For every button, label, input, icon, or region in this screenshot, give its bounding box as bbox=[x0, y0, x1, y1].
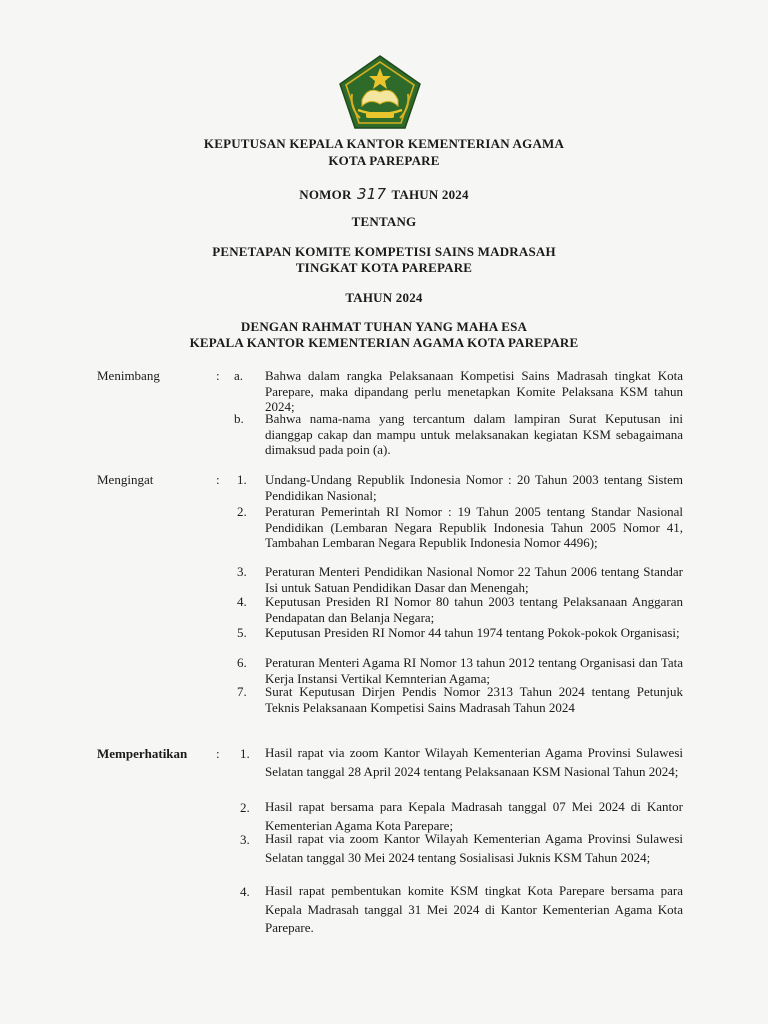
memperhatikan-label: Memperhatikan bbox=[97, 746, 188, 761]
list-item: Hasil rapat via zoom Kantor Wilayah Kementerian Agama Provinsi Sulawesi Selatan tanggal 28 April 2024 tentang Pelaksanaan KSM Nasional Tahun 2024; bbox=[265, 745, 683, 779]
year-heading: TAHUN 2024 bbox=[345, 290, 423, 305]
list-item: Peraturan Menteri Agama RI Nomor 13 tahun 2012 tentang Organisasi dan Tata Kerja Instansi Vertikal Kemnterian Agama; bbox=[265, 655, 683, 686]
nomor-handwritten-value: 317 bbox=[357, 185, 387, 203]
list-item: Hasil rapat pembentukan komite KSM tingkat Kota Parepare bersama para Kepala Madrasah tanggal 31 Mei 2024 di Kantor Kementerian Agama Kota Parepare. bbox=[265, 883, 683, 936]
list-marker: b. bbox=[234, 411, 244, 426]
list-marker: 6. bbox=[237, 655, 247, 670]
list-item: Undang-Undang Republik Indonesia Nomor : 20 Tahun 2003 tentang Sistem Pendidikan Nasional; bbox=[265, 472, 683, 503]
list-marker: 7. bbox=[237, 684, 247, 699]
kepala-heading: KEPALA KANTOR KEMENTERIAN AGAMA KOTA PAREPARE bbox=[189, 335, 579, 350]
list-item: Hasil rapat bersama para Kepala Madrasah tanggal 07 Mei 2024 di Kantor Kementerian Agama Kota Parepare; bbox=[265, 799, 683, 833]
mengingat-label: Mengingat bbox=[97, 472, 154, 487]
decree-number bbox=[0, 186, 768, 203]
list-marker: 2. bbox=[237, 504, 247, 519]
list-marker: 5. bbox=[237, 625, 247, 640]
list-marker: a. bbox=[234, 368, 244, 383]
list-marker: 4. bbox=[237, 594, 247, 609]
list-marker: 1. bbox=[237, 472, 247, 487]
list-item: Keputusan Presiden RI Nomor 80 tahun 2003 tentang Pelaksanaan Anggaran Pendapatan dan Belanja Negara; bbox=[265, 594, 683, 625]
list-item: Keputusan Presiden RI Nomor 44 tahun 1974 tentang Pokok-pokok Organisasi; bbox=[265, 625, 680, 640]
nomor-prefix: NOMOR bbox=[299, 187, 352, 202]
list-item: Peraturan Pemerintah RI Nomor : 19 Tahun 2005 tentang Standar Nasional Pendidikan (Lembaran Negara Republik Indonesia Tahun 2005 Nomor 41, Tambahan Lembaran Negara Republik Indonesia Nomor 4496); bbox=[265, 504, 683, 551]
menimbang-colon: : bbox=[216, 368, 220, 383]
mengingat-colon: : bbox=[216, 472, 220, 487]
subject-line1: PENETAPAN KOMITE KOMPETISI SAINS MADRASAH bbox=[212, 244, 556, 259]
nomor-suffix: TAHUN 2024 bbox=[391, 187, 469, 202]
list-item: Hasil rapat via zoom Kantor Wilayah Kementerian Agama Provinsi Sulawesi Selatan tanggal 30 Mei 2024 tentang Sosialisasi Juknis KSM Tahun 2024; bbox=[265, 831, 683, 865]
decree-title-line2: KOTA PAREPARE bbox=[328, 153, 440, 168]
decree-title-line1: KEPUTUSAN KEPALA KANTOR KEMENTERIAN AGAMA bbox=[203, 136, 565, 151]
list-item: Bahwa dalam rangka Pelaksanaan Kompetisi Sains Madrasah tingkat Kota Parepare, maka dipandang perlu menetapkan Komite Pelaksana KSM tahun 2024; bbox=[265, 368, 683, 415]
list-marker: 4. bbox=[240, 884, 250, 899]
list-marker: 1. bbox=[240, 746, 250, 761]
list-marker: 2. bbox=[240, 800, 250, 815]
list-item: Peraturan Menteri Pendidikan Nasional Nomor 22 Tahun 2006 tentang Standar Isi untuk Satuan Pendidikan Dasar dan Menengah; bbox=[265, 564, 683, 595]
list-marker: 3. bbox=[240, 832, 250, 847]
memperhatikan-colon: : bbox=[216, 746, 220, 761]
tentang-heading: TENTANG bbox=[351, 214, 417, 229]
kementerian-agama-emblem-icon bbox=[338, 54, 422, 130]
rahmat-heading: DENGAN RAHMAT TUHAN YANG MAHA ESA bbox=[240, 319, 528, 334]
menimbang-label: Menimbang bbox=[97, 368, 160, 383]
list-item: Surat Keputusan Dirjen Pendis Nomor 2313 Tahun 2024 tentang Petunjuk Teknis Pelaksanaan Kompetisi Sains Madrasah Tahun 2024 bbox=[265, 684, 683, 715]
subject-line2: TINGKAT KOTA PAREPARE bbox=[295, 260, 473, 275]
list-marker: 3. bbox=[237, 564, 247, 579]
list-item: Bahwa nama-nama yang tercantum dalam lampiran Surat Keputusan ini dianggap cakap dan mampu untuk melaksanakan kegiatan KSM sebagaimana dimaksud pada poin (a). bbox=[265, 411, 683, 458]
